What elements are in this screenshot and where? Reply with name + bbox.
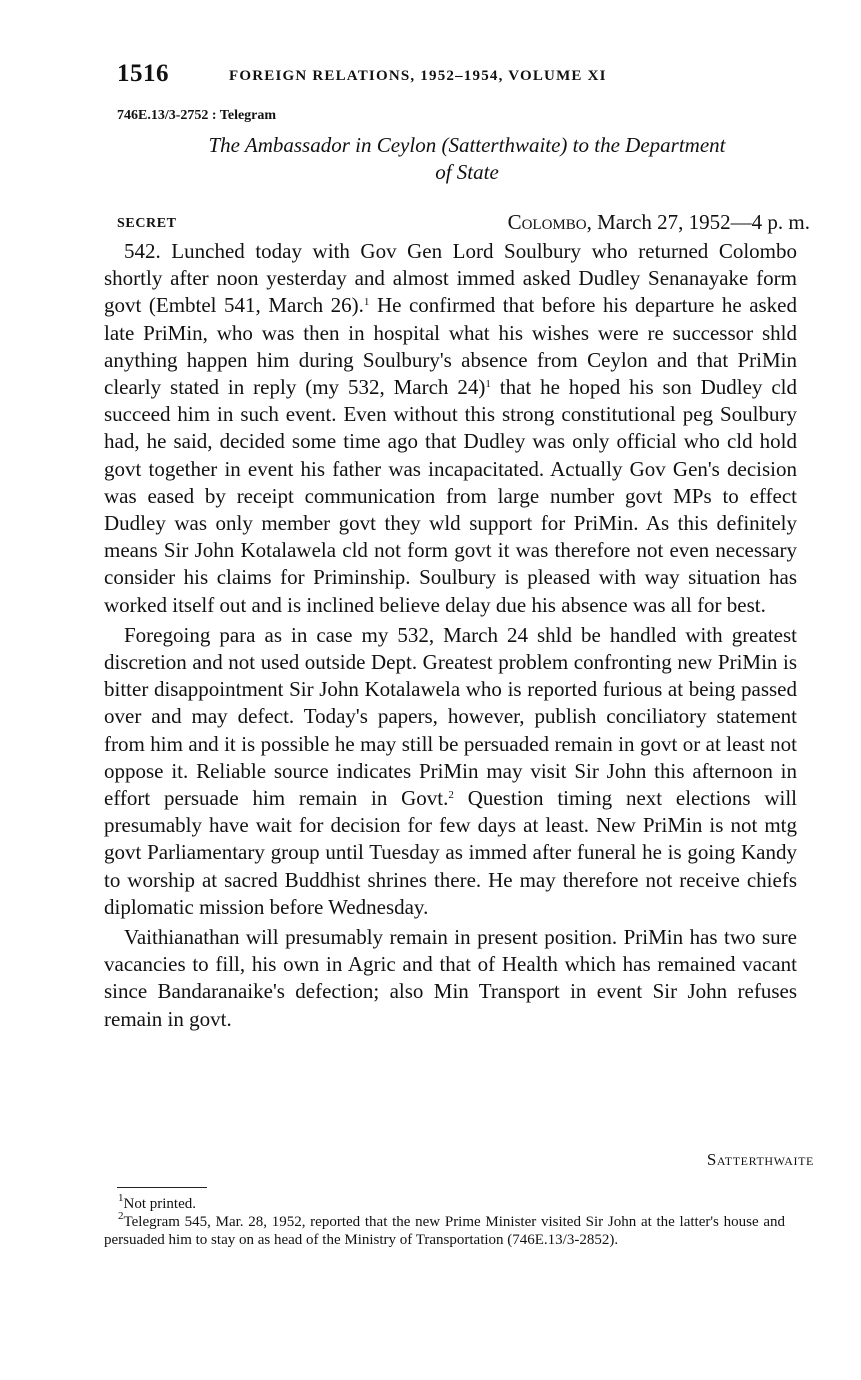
dateline-row bbox=[117, 210, 810, 238]
footnote-ref: 1 bbox=[363, 296, 370, 309]
footnote-divider bbox=[117, 1187, 207, 1188]
paragraph-text: Foregoing para as in case my 532, March 24 shld be handled with greatest discretion and not used outside Dept. Greatest problem confronting new PriMin is bitter disappointment Sir John Kotalawela who is reported furious at being passed over and may defect. Today's papers, however, publish conciliatory statement from him and it is possible he may still be persuaded remain in govt or at least not oppose it. Reliable source indicates PriMin may visit Sir John this afternoon in effort persuade him remain in Govt. bbox=[104, 622, 797, 811]
paragraph-text: 542. Lunched today with Gov Gen Lord Soulbury who returned Colombo shortly after noon yesterday and almost immed asked Dudley Senanayake form govt (Embtel 541, March 26). bbox=[104, 239, 797, 318]
dateline bbox=[508, 210, 810, 235]
signature: Satterthwaite bbox=[706, 1150, 814, 1169]
dateline-place: Colombo bbox=[507, 210, 587, 234]
classification-label: SECRET bbox=[117, 216, 177, 231]
running-head bbox=[117, 60, 797, 88]
footnote-mark: 1 bbox=[118, 1192, 124, 1204]
page-number: 1516 bbox=[117, 60, 169, 87]
footnote-1 bbox=[104, 1192, 785, 1213]
paragraph-text: Vaithianathan will presumably remain in present position. PriMin has two sure vacancies to fill, his own in Agric and that of Health which has remained vacant since Bandaranaike's defection; also Min Transport in event Sir John refuses remain in govt. bbox=[104, 925, 797, 1031]
paragraph-text: that he hoped his son Dudley cld succeed him in such event. Even without this strong constitutional peg Soulbury had, he said, decided some time ago that Dudley was only official who cld hold govt together in event his father was incapacitated. Actually Gov Gen's decision was eased by receipt communication from large number govt MPs to effect Dudley was only member govt they wld support for PriMin. As this definitely means Sir John Kotalawela cld not form govt it was therefore not even necessary consider his claims for Priminship. Soulbury is pleased with way situation has worked itself out and is inclined believe delay due his absence was all for best. bbox=[104, 375, 797, 617]
footnote-ref: 1 bbox=[485, 378, 491, 391]
document-title-line-1: The Ambassador in Ceylon (Satterthwaite) to the Department bbox=[208, 133, 726, 157]
footnote-2 bbox=[104, 1210, 785, 1249]
paragraph-text: He confirmed that before his departure he asked late PriMin, who was then in hospital what his wishes were re successor shld anything happen him during Soulbury's absence from Ceylon and that PriMin clearly stated in reply (my 532, March 24) bbox=[104, 293, 798, 400]
footnote-text: Not printed. bbox=[123, 1196, 196, 1212]
dateline-date: , March 27, 1952—4 p. m. bbox=[586, 210, 810, 234]
body-paragraph-3 bbox=[104, 924, 797, 1033]
document-title-line-2: of State bbox=[435, 160, 499, 184]
footnotes bbox=[104, 1192, 785, 1249]
telegram-body bbox=[104, 238, 797, 1033]
footnote-text: Telegram 545, Mar. 28, 1952, reported that the new Prime Minister visited Sir John at the latter's house and persuaded him to stay on as head of the Ministry of Transportation (746E.13/3-2852). bbox=[104, 1214, 785, 1248]
document-title bbox=[117, 132, 817, 186]
footnote-mark: 2 bbox=[118, 1210, 124, 1222]
body-paragraph-2 bbox=[104, 622, 797, 921]
paragraph-text: Question timing next elections will presumably have wait for decision for few days at least. New PriMin is not mtg govt Parliamentary group until Tuesday as immed after funeral he is going Kandy to worship at sacred Buddhist shrines there. He may therefore not receive chiefs diplomatic mission before Wednesday. bbox=[104, 786, 797, 919]
running-title: FOREIGN RELATIONS, 1952–1954, VOLUME XI bbox=[229, 68, 607, 84]
footnote-ref: 2 bbox=[448, 789, 454, 802]
body-paragraph-1 bbox=[104, 238, 797, 619]
file-reference: 746E.13/3-2752 : Telegram bbox=[117, 108, 277, 123]
